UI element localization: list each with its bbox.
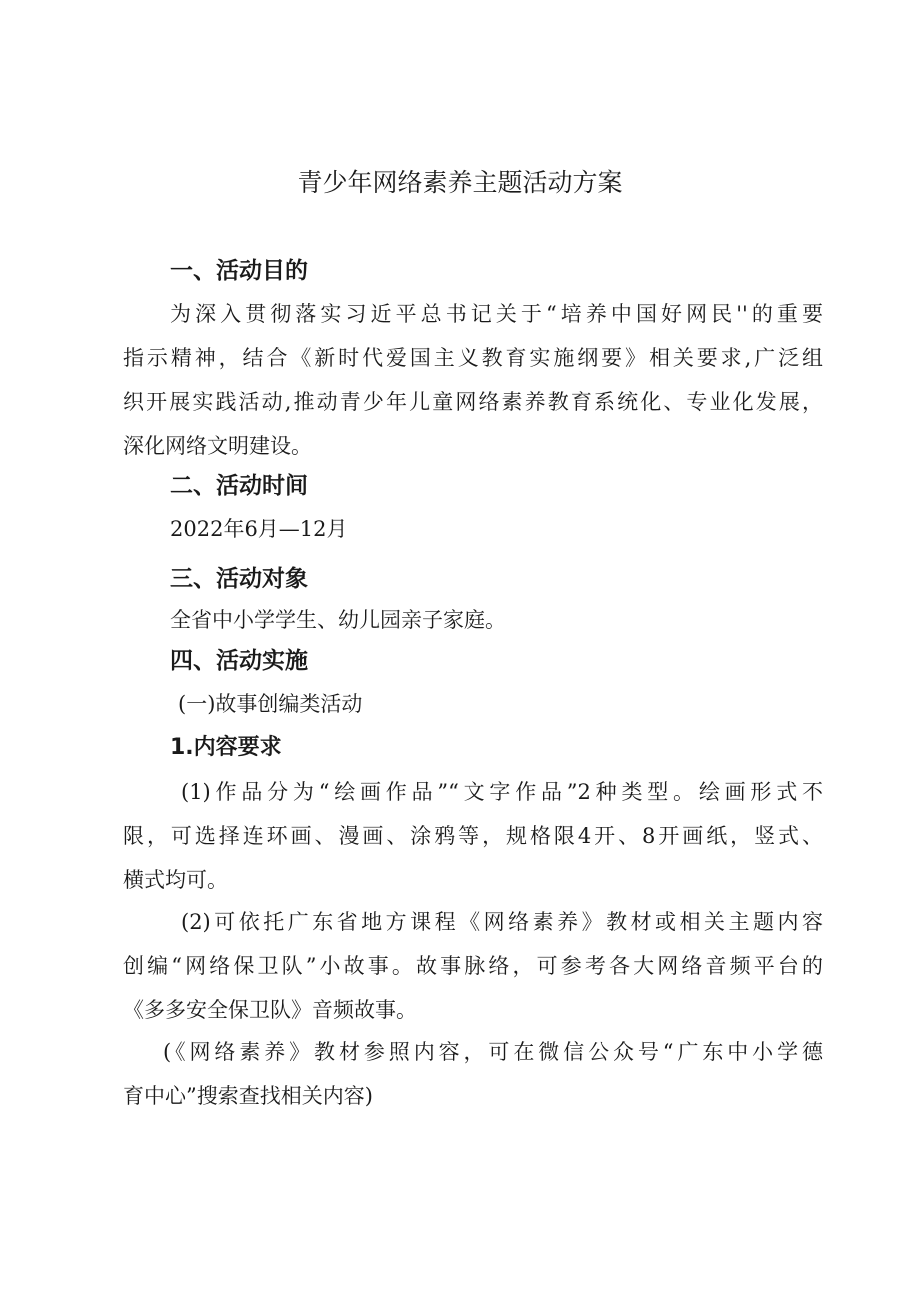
- item-1-paragraph: [123, 770, 823, 902]
- paragraph-line: 织开展实践活动,推动青少年儿童网络素养教育系统化、专业化发展，: [123, 390, 823, 414]
- paragraph-line: 创编“网络保卫队”小故事。故事脉络，可参考各大网络音频平台的: [123, 954, 823, 978]
- paragraph-line: (《网络素养》教材参照内容，可在微信公众号“广东中小学德: [163, 1040, 823, 1064]
- activity-target-text: 全省中小学学生、幼儿园亲子家庭。: [170, 608, 506, 632]
- paragraph-line: 为深入贯彻落实习近平总书记关于“培养中国好网民''的重要: [170, 302, 823, 326]
- paragraph-line: 横式均可。: [123, 868, 228, 892]
- section-heading-time: 二、活动时间: [170, 473, 308, 499]
- activity-time-text: 2022年6月—12月: [170, 517, 348, 541]
- paragraph-line: 育中心”搜索查找相关内容): [123, 1084, 373, 1108]
- item-2-paragraph: [123, 900, 823, 1032]
- paragraph-line: 限，可选择连环画、漫画、涂鸦等，规格限4开、8开画纸，竖式、: [123, 824, 823, 848]
- subsection-story-creation: (一)故事创编类活动: [178, 692, 363, 716]
- purpose-paragraph: [123, 292, 823, 468]
- section-heading-implementation: 四、活动实施: [170, 648, 308, 674]
- document-title: 青少年网络素养主题活动方案: [297, 168, 623, 197]
- paragraph-line: (2)可依托广东省地方课程《网络素养》教材或相关主题内容: [181, 910, 823, 934]
- section-heading-purpose: 一、活动目的: [170, 258, 308, 284]
- paragraph-line: (1)作品分为“绘画作品”“文字作品”2种类型。绘画形式不: [181, 780, 823, 804]
- section-heading-target: 三、活动对象: [170, 566, 308, 592]
- paragraph-line: 《多多安全保卫队》音频故事。: [123, 998, 417, 1022]
- subsection-content-requirements: 1.内容要求: [170, 735, 282, 760]
- paragraph-line: 深化网络文明建设。: [123, 434, 312, 458]
- paragraph-line: 指示精神，结合《新时代爱国主义教育实施纲要》相关要求,广泛组: [123, 346, 823, 370]
- note-paragraph: [123, 1030, 823, 1118]
